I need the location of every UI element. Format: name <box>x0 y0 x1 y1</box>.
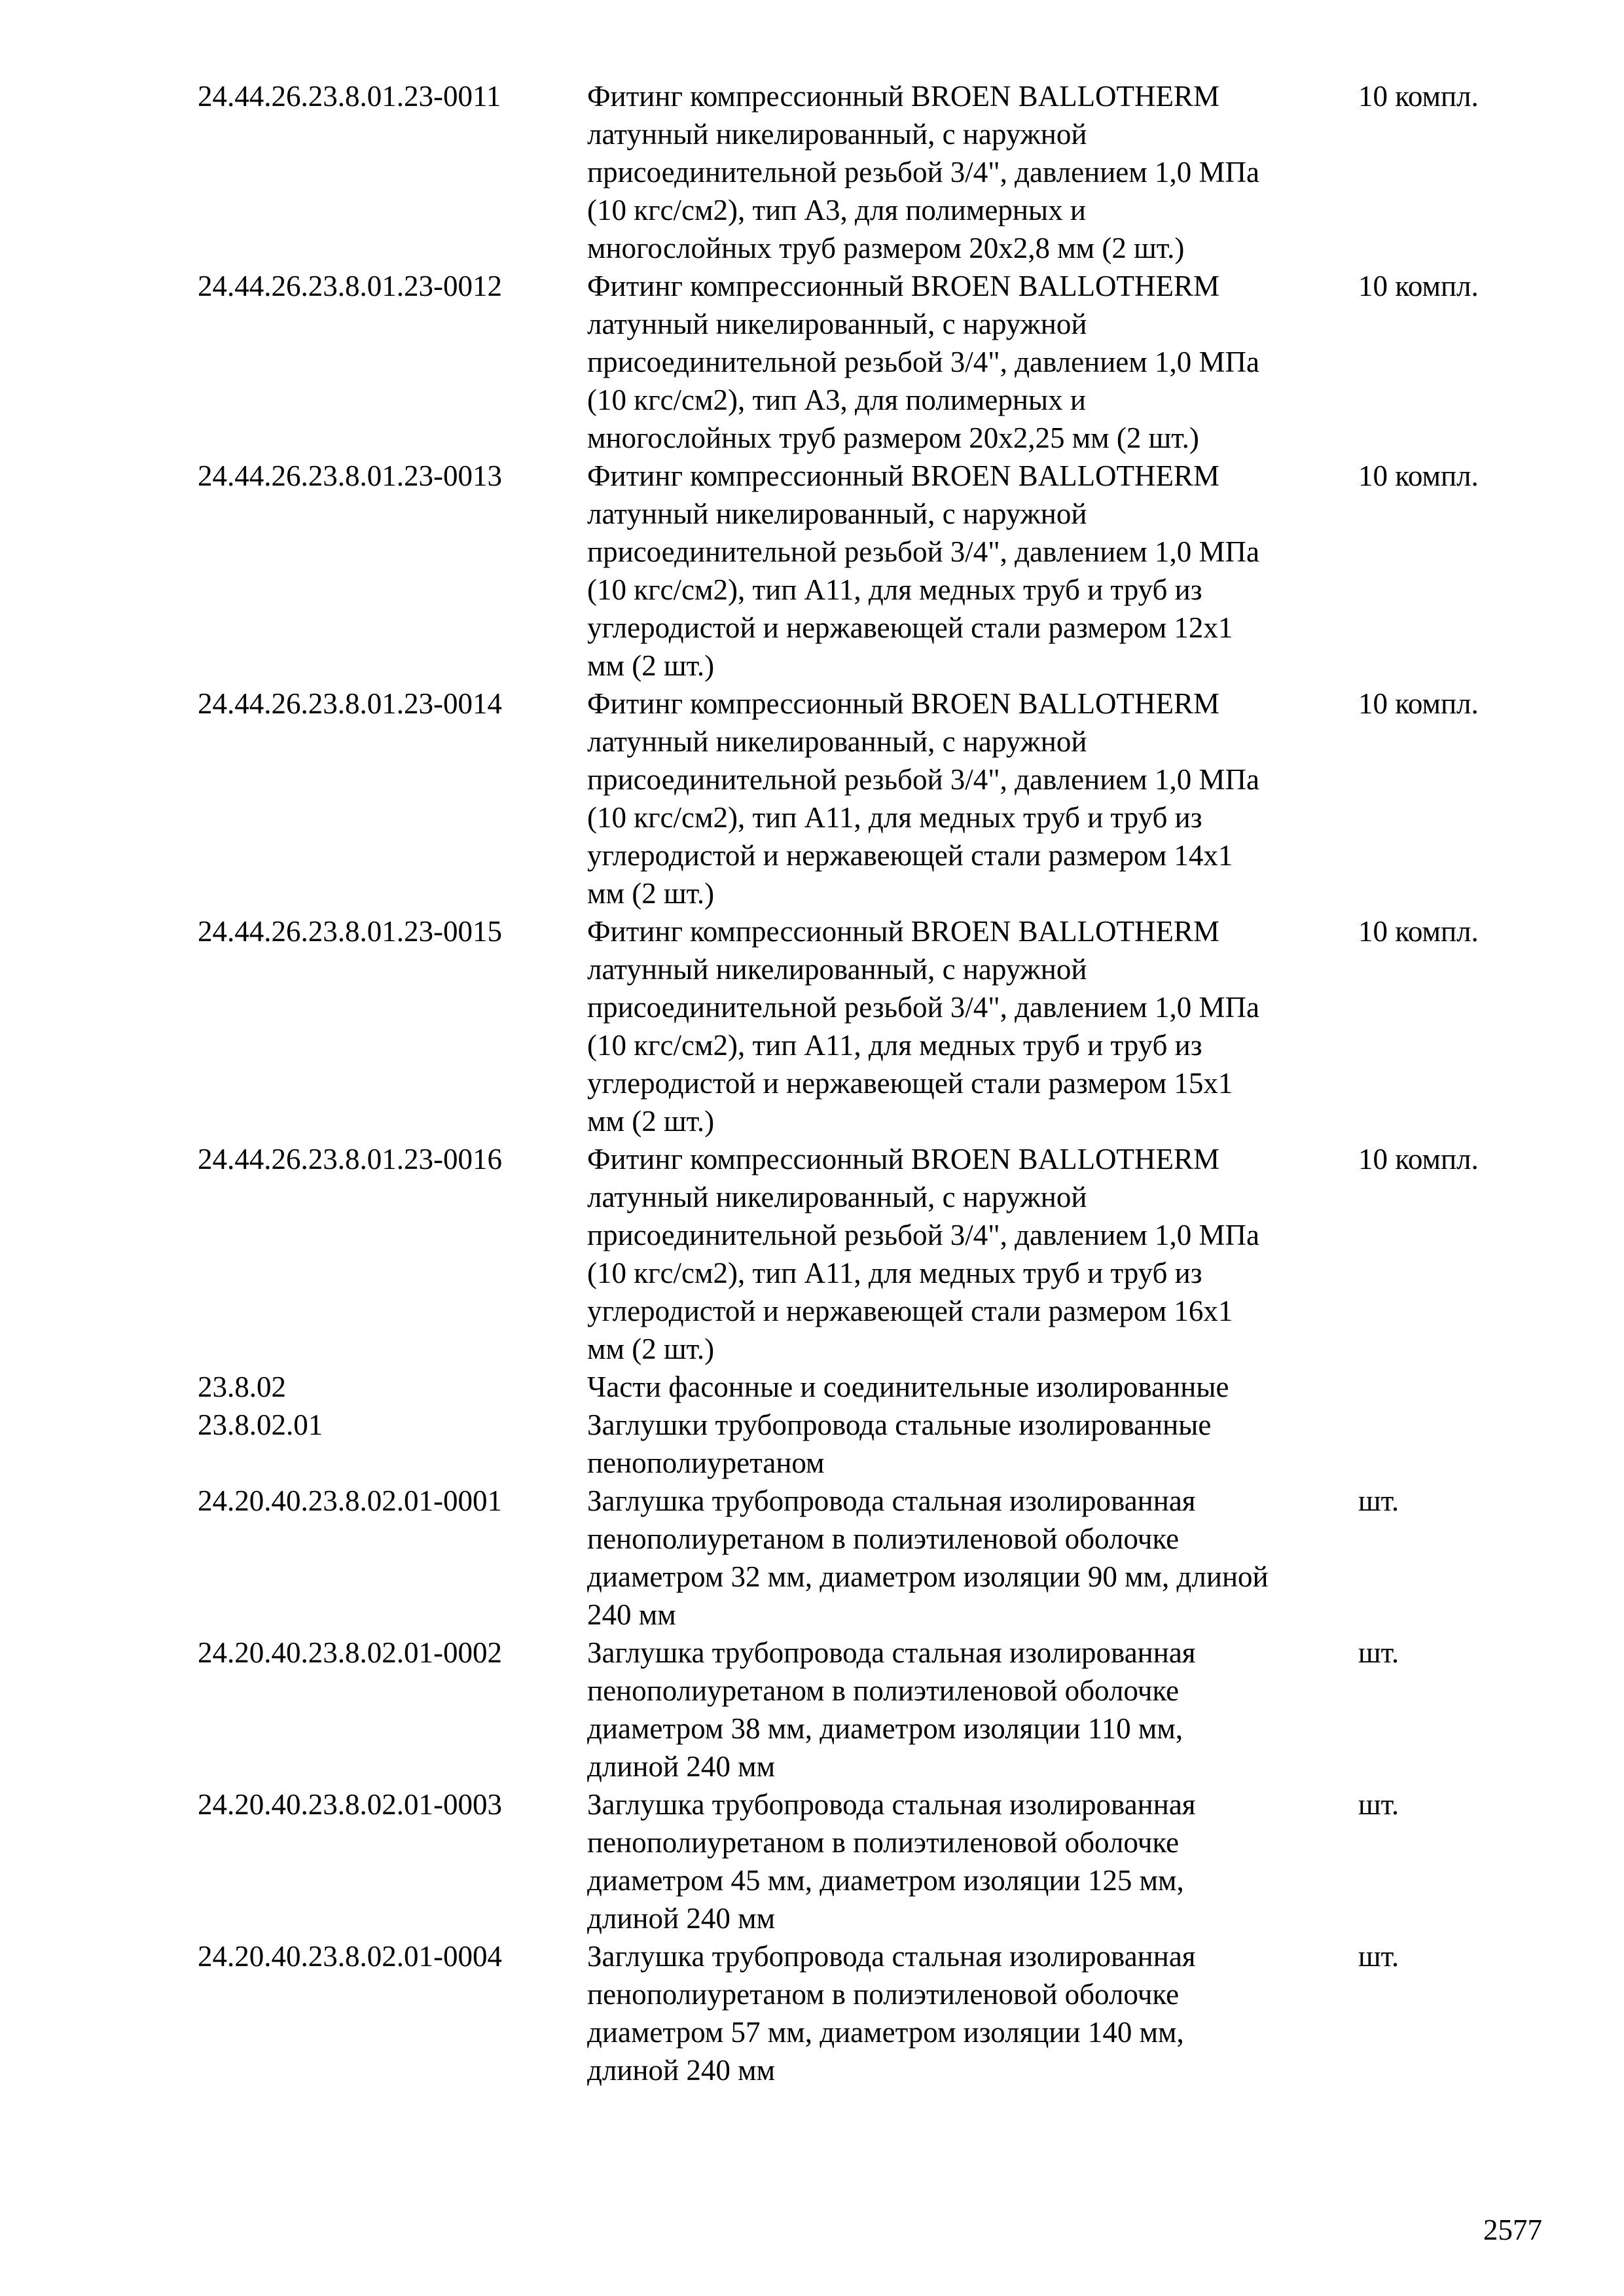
table-row <box>198 267 1540 457</box>
resource-unit: 10 компл. <box>1358 459 1479 492</box>
page-number: 2577 <box>1483 2214 1542 2246</box>
resource-name: Фитинг компрессионный BROEN BALLOTHERM латунный никелированный, с наружной присоединительной резьбой 3/4", давлением 1,0 МПа (10 кгс/см2), тип А11, для медных труб и труб из углеродистой и нержавеющей стали размером 14х1 мм (2 шт.) <box>587 687 1259 910</box>
resource-unit: шт. <box>1358 1484 1399 1517</box>
table-row <box>198 1937 1540 2089</box>
resource-unit: шт. <box>1358 1940 1399 1973</box>
table-row <box>198 457 1540 685</box>
resource-unit: 10 компл. <box>1358 1143 1479 1175</box>
resource-name: Заглушка трубопровода стальная изолированная пенополиуретаном в полиэтиленовой оболочке диаметром 45 мм, диаметром изоляции 125 мм, длиной 240 мм <box>587 1788 1196 1935</box>
resource-unit: 10 компл. <box>1358 687 1479 720</box>
resource-code: 24.44.26.23.8.01.23-0016 <box>198 1143 502 1175</box>
resource-unit: 10 компл. <box>1358 270 1479 302</box>
resource-code: 24.20.40.23.8.02.01-0002 <box>198 1636 502 1669</box>
resource-name: Заглушка трубопровода стальная изолированная пенополиуретаном в полиэтиленовой оболочке диаметром 57 мм, диаметром изоляции 140 мм, длиной 240 мм <box>587 1940 1196 2087</box>
resource-name: Заглушка трубопровода стальная изолированная пенополиуретаном в полиэтиленовой оболочке диаметром 38 мм, диаметром изоляции 110 мм, длиной 240 мм <box>587 1636 1196 1783</box>
subsection-heading-row <box>198 1406 1540 1482</box>
subsection-title: Заглушки трубопровода стальные изолированные пенополиуретаном <box>587 1408 1212 1479</box>
table-row <box>198 1482 1540 1634</box>
resource-name: Фитинг компрессионный BROEN BALLOTHERM латунный никелированный, с наружной присоединительной резьбой 3/4", давлением 1,0 МПа (10 кгс/см2), тип А11, для медных труб и труб из углеродистой и нержавеющей стали размером 12х1 мм (2 шт.) <box>587 459 1259 682</box>
resource-name: Фитинг компрессионный BROEN BALLOTHERM латунный никелированный, с наружной присоединительной резьбой 3/4", давлением 1,0 МПа (10 кгс/см2), тип А3, для полимерных и многослойных труб размером 20х2,8 мм (2 шт.) <box>587 80 1259 264</box>
table-row <box>198 1140 1540 1368</box>
resource-unit: 10 компл. <box>1358 915 1479 948</box>
resource-unit: шт. <box>1358 1788 1399 1821</box>
resource-table <box>198 77 1540 2089</box>
section-title: Части фасонные и соединительные изолированные <box>587 1371 1229 1403</box>
resource-name: Фитинг компрессионный BROEN BALLOTHERM латунный никелированный, с наружной присоединительной резьбой 3/4", давлением 1,0 МПа (10 кгс/см2), тип А3, для полимерных и многослойных труб размером 20х2,25 мм (2 шт.) <box>587 270 1259 454</box>
resource-code: 24.44.26.23.8.01.23-0011 <box>198 80 501 113</box>
resource-unit: шт. <box>1358 1636 1399 1669</box>
table-row <box>198 912 1540 1140</box>
resource-code: 24.20.40.23.8.02.01-0001 <box>198 1484 502 1517</box>
section-code: 23.8.02 <box>198 1371 286 1403</box>
resource-code: 24.44.26.23.8.01.23-0015 <box>198 915 502 948</box>
resource-unit: 10 компл. <box>1358 80 1479 113</box>
resource-code: 24.20.40.23.8.02.01-0003 <box>198 1788 502 1821</box>
table-row <box>198 1634 1540 1785</box>
section-heading-row <box>198 1368 1540 1406</box>
resource-code: 24.44.26.23.8.01.23-0012 <box>198 270 502 302</box>
resource-name: Заглушка трубопровода стальная изолированная пенополиуретаном в полиэтиленовой оболочке диаметром 32 мм, диаметром изоляции 90 мм, длиной 240 мм <box>587 1484 1269 1631</box>
resource-name: Фитинг компрессионный BROEN BALLOTHERM латунный никелированный, с наружной присоединительной резьбой 3/4", давлением 1,0 МПа (10 кгс/см2), тип А11, для медных труб и труб из углеродистой и нержавеющей стали размером 15х1 мм (2 шт.) <box>587 915 1259 1138</box>
resource-code: 24.20.40.23.8.02.01-0004 <box>198 1940 502 1973</box>
table-row <box>198 77 1540 267</box>
table-row <box>198 1785 1540 1937</box>
resource-code: 24.44.26.23.8.01.23-0013 <box>198 459 502 492</box>
resource-code: 24.44.26.23.8.01.23-0014 <box>198 687 502 720</box>
table-row <box>198 685 1540 912</box>
resource-name: Фитинг компрессионный BROEN BALLOTHERM латунный никелированный, с наружной присоединительной резьбой 3/4", давлением 1,0 МПа (10 кгс/см2), тип А11, для медных труб и труб из углеродистой и нержавеющей стали размером 16х1 мм (2 шт.) <box>587 1143 1259 1365</box>
subsection-code: 23.8.02.01 <box>198 1408 323 1441</box>
